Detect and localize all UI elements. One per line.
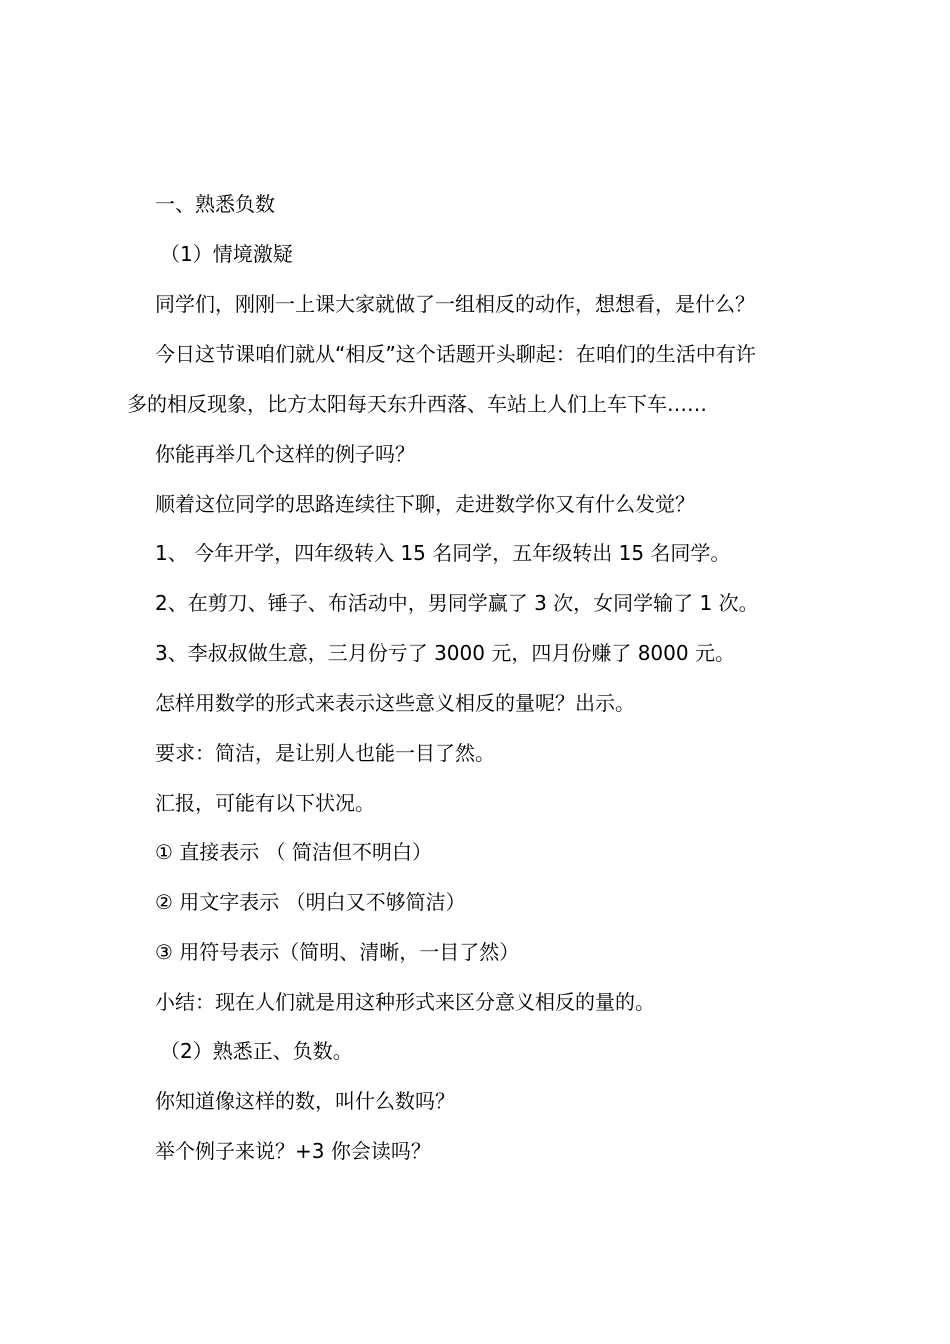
section-heading: 一、熟悉负数: [155, 192, 275, 216]
option-item: ① 直接表示 （ 简洁但不明白）: [155, 840, 433, 864]
paragraph: 怎样用数学的形式来表示这些意义相反的量呢？出示。: [155, 691, 635, 715]
list-item: 2、在剪刀、锤子、布活动中，男同学赢了 3 次，女同学输了 1 次。: [155, 591, 759, 615]
list-item: 1、 今年开学，四年级转入 15 名同学，五年级转出 15 名同学。: [155, 541, 731, 565]
paragraph: 举个例子来说？+3 你会读吗？: [155, 1139, 431, 1163]
paragraph: 汇报，可能有以下状况。: [155, 791, 375, 815]
paragraph: 你知道像这样的数，叫什么数吗？: [155, 1089, 455, 1113]
paragraph: 同学们，刚刚一上课大家就做了一组相反的动作，想想看，是什么？: [155, 292, 755, 316]
paragraph: 要求：简洁，是让别人也能一目了然。: [155, 741, 495, 765]
paragraph: 今日这节课咱们就从“相反”这个话题开头聊起：在咱们的生活中有许: [155, 342, 756, 366]
paragraph: 小结：现在人们就是用这种形式来区分意义相反的量的。: [155, 990, 655, 1014]
option-item: ③ 用符号表示（简明、清晰，一目了然）: [155, 940, 520, 964]
option-item: ② 用文字表示 （明白又不够简洁）: [155, 890, 466, 914]
paragraph: 顺着这位同学的思路连续往下聊，走进数学你又有什么发觉？: [155, 492, 695, 516]
list-item: 3、李叔叔做生意，三月份亏了 3000 元，四月份赚了 8000 元。: [155, 641, 735, 665]
paragraph-continuation: 多的相反现象，比方太阳每天东升西落、车站上人们上车下车……: [127, 392, 707, 416]
subsection-heading: （2）熟悉正、负数。: [160, 1039, 353, 1063]
paragraph: 你能再举几个这样的例子吗？: [155, 442, 415, 466]
subsection-heading: （1）情境激疑: [160, 242, 293, 266]
